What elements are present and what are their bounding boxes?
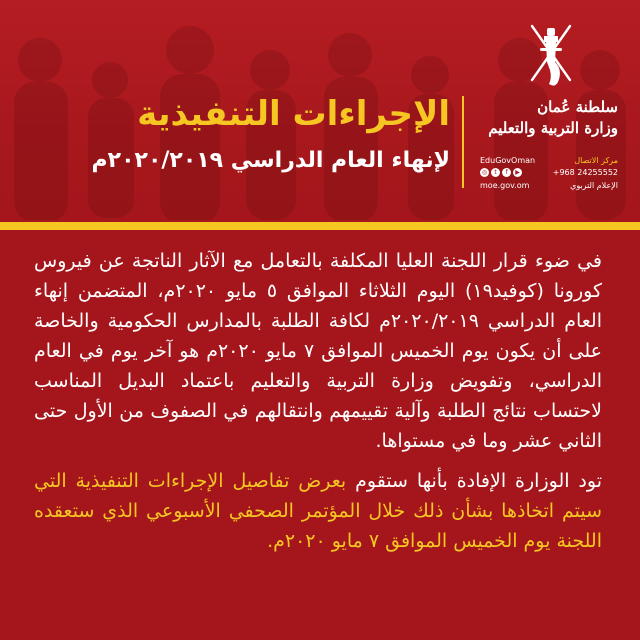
- paragraph-2-intro: تود الوزارة الإفادة بأنها ستقوم: [346, 470, 602, 492]
- paragraph-2: [34, 466, 602, 556]
- facebook-icon[interactable]: f: [502, 168, 511, 177]
- header-divider: [462, 96, 464, 188]
- khanjar-emblem-icon: [522, 18, 580, 92]
- announcement-body: [34, 246, 602, 556]
- contact-info: [476, 154, 626, 214]
- website-link[interactable]: moe.gov.om: [480, 181, 530, 190]
- paragraph-2-highlight: بعرض تفاصيل الإجراءات التنفيذية التي سيتم اتخاذها بشأن ذلك خلال المؤتمر الصحفي الأسبوعي الذي ستعقده اللجنة يوم الخميس الموافق ٧ مايو ٢٠٢٠م.: [34, 470, 602, 552]
- yellow-separator-band: [0, 222, 640, 230]
- ministry-name-line2: وزارة التربية والتعليم: [488, 119, 618, 137]
- ministry-logo: [476, 18, 626, 208]
- youtube-icon[interactable]: ▶: [513, 168, 522, 177]
- twitter-icon[interactable]: t: [491, 168, 500, 177]
- phone-number[interactable]: +968 24255552: [552, 168, 618, 177]
- contact-center-label: مركز الاتصال: [574, 156, 618, 165]
- paragraph-1: في ضوء قرار اللجنة العليا المكلفة بالتعامل مع الآثار الناتجة عن فيروس كورونا (كوفيد١٩) اليوم الثلاثاء الموافق ٥ مايو ٢٠٢٠م، المتضمن إنهاء العام الدراسي ٢٠٢٠/٢٠١٩م لكافة الطلبة بالمدارس الحكومية والخاصة على أن يكون يوم الخميس الموافق ٧ مايو ٢٠٢٠م هو آخر يوم في العام الدراسي، وتفويض وزارة التربية والتعليم باعتماد البديل المناسب لاحتساب نتائج الطلبة وآلية تقييمهم وانتقالهم في الصفوف من الأول حتى الثاني عشر وما في مستواها.: [34, 250, 603, 452]
- social-icons: [480, 168, 522, 177]
- page-subtitle: لإنهاء العام الدراسي ٢٠٢٠/٢٠١٩م: [91, 148, 450, 173]
- instagram-icon[interactable]: ◎: [481, 169, 488, 176]
- page-title: الإجراءات التنفيذية: [137, 94, 450, 134]
- social-handle[interactable]: EduGovOman: [480, 156, 536, 165]
- ministry-name-line1: سلطنة عُمان: [537, 98, 618, 116]
- media-label: الإعلام التربوي: [570, 181, 618, 190]
